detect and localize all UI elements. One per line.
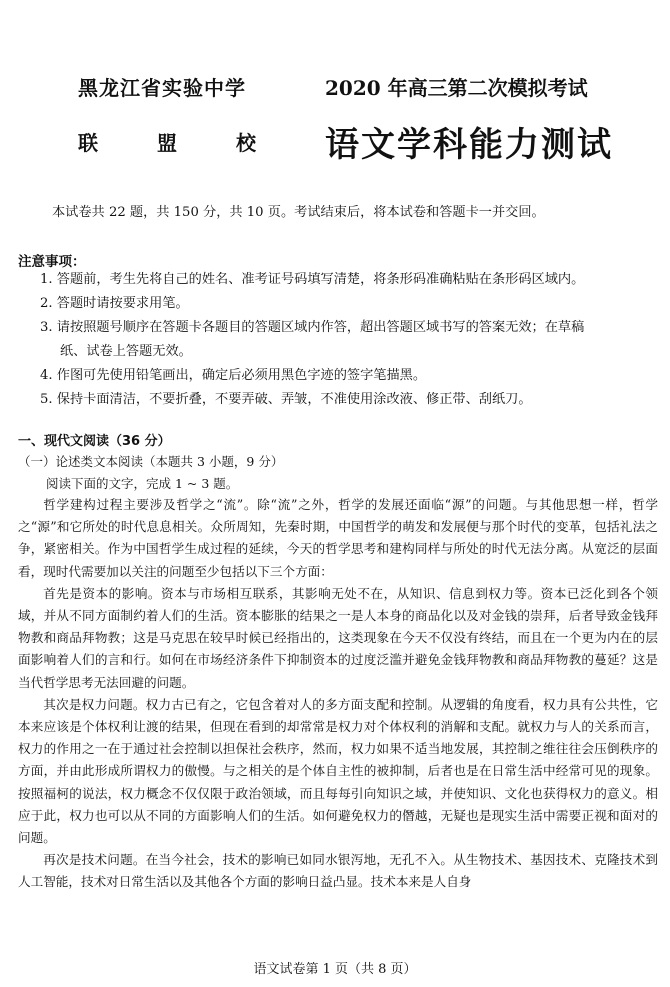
notes-list [40,268,660,412]
school-name: 黑龙江省实验中学 [78,76,246,100]
reading-instruction: 阅读下面的文字，完成 1 ~ 3 题。 [46,476,239,491]
passage-paragraph: 再次是技术问题。在当今社会，技术的影响已如同水银泻地，无孔不入。从生物技术、基因技术、克隆技术到人工智能，技术对日常生活以及其他各个方面的影响日益凸显。技术本来是人自身 [18,852,658,890]
notes-title: 注意事项： [18,254,86,270]
page-footer: 语文试卷第 1 页（共 8 页） [253,962,417,977]
header-right [325,72,625,166]
note-item: 4. 作图可先使用铅笔画出，确定后必须用黑色字迹的签字笔描黑。 [40,368,427,383]
exam-intro: 本试卷共 22 题，共 150 分，共 10 页。考试结束后，将本试卷和答题卡一并交回。 [52,205,545,220]
note-item: 2. 答题时请按要求用笔。 [40,296,189,311]
note-item: 5. 保持卡面清洁，不要折叠，不要弄破、弄皱，不准使用涂改液、修正带、刮纸刀。 [40,392,532,407]
passage-paragraph: 哲学建构过程主要涉及哲学之“流”。除“流”之外，哲学的发展还面临“源”的问题。与其他思想一样，哲学之“源”和它所处的时代息息相关。众所周知，先秦时期，中国哲学的萌发和发展便与那个时代的变革，包括礼法之争，紧密相关。作为中国哲学生成过程的延续，今天的哲学思考和建构同样与所处的时代无法分离。从宽泛的层面看，现时代需要加以关注的问题至少包括以下三个方面： [18,497,658,579]
reading-passage [18,494,658,894]
alliance-char: 盟 [157,131,177,155]
exam-title: 2020 年高三第二次模拟考试 [325,76,588,100]
section-title: 一、现代文阅读（36 分） [18,434,171,449]
note-item: 3. 请按照题号顺序在答题卡各题目的答题区域内作答，超出答题区域书写的答案无效；在草稿 [40,320,585,335]
alliance-char: 校 [236,131,256,155]
subject-title: 语文学科能力测试 [325,125,613,165]
alliance-char: 联 [78,131,98,155]
note-item: 1. 答题前，考生先将自己的姓名、准考证号码填写清楚，将条形码准确粘贴在条形码区域内。 [40,272,585,287]
alliance-label [78,127,256,156]
subsection-title: （一）论述类文本阅读（本题共 3 小题，9 分） [18,454,284,469]
passage-paragraph: 其次是权力问题。权力古已有之，它包含着对人的多方面支配和控制。从逻辑的角度看，权力具有公共性，它本来应该是个体权利让渡的结果，但现在看到的却常常是权力对个体权利的消解和支配。就权力与人的关系而言，权力的作用之一在于通过社会控制以担保社会秩序，然而，权力如果不适当地发展，其控制之维往往会压倒秩序的方面，并由此形成所谓权力的傲慢。与之相关的是个体自主性的被抑制，后者也是在日常生活中经常可见的现象。按照福柯的说法，权力概念不仅仅限于政治领域，而且每每引向知识之域，并使知识、文化也获得权力的意义。相应于此，权力也可以从不同的方面影响人们的生活。如何避免权力的僭越，无疑也是现实生活中需要正视和面对的问题。 [18,696,658,846]
passage-paragraph: 首先是资本的影响。资本与市场相互联系，其影响无处不在，从知识、信息到权力等。资本已泛化到各个领域，并从不同方面制约着人们的生活。资本膨胀的结果之一是人本身的商品化以及对金钱的崇拜，后者导致金钱拜物教和商品拜物教；这是马克思在较早时候已经指出的，这类现象在今天不仅没有终结，而且在一个更为内在的层面影响着人们的言和行。如何在市场经济条件下抑制资本的过度泛滥并避免金钱拜物教和商品拜物教的蔓延？这是当代哲学思考无法回避的问题。 [18,585,658,690]
note-item-continuation: 纸、试卷上答题无效。 [60,344,192,359]
header-left [78,72,268,156]
